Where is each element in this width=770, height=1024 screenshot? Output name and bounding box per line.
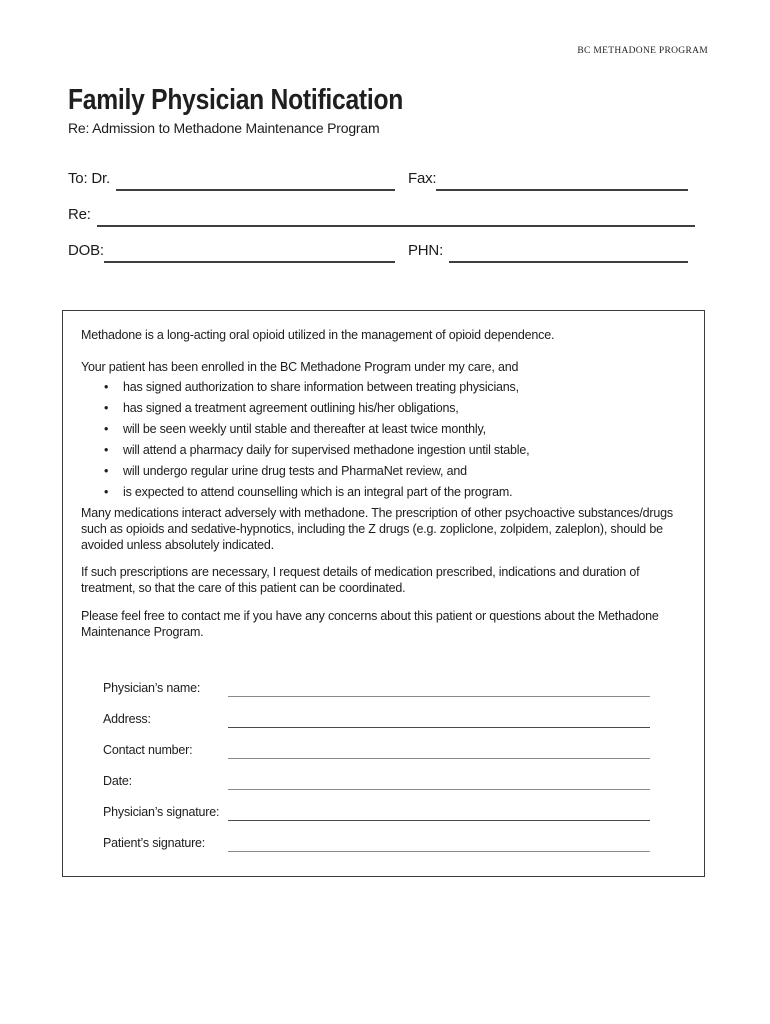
field-gap [395, 242, 408, 263]
bullet-icon: • [104, 464, 109, 478]
list-item [104, 484, 686, 500]
phn-label: PHN: [408, 242, 444, 259]
page-subtitle: Re: Admission to Methadone Maintenance Program [68, 120, 380, 136]
physicians-signature-label: Physician’s signature: [103, 805, 220, 819]
field-gap [395, 170, 408, 191]
program-header: BC METHADONE PROGRAM [577, 46, 708, 56]
bullet-icon: • [104, 485, 109, 499]
list-item-text: is expected to attend counselling which is an integral part of the program. [123, 485, 513, 499]
physicians-name-input[interactable] [228, 680, 650, 697]
list-item-text: has signed authorization to share information between treating physicians, [123, 380, 519, 394]
re-input[interactable] [97, 206, 695, 227]
notice-box [62, 310, 705, 877]
to-dr-label: To: Dr. [68, 170, 110, 187]
contact-number-label: Contact number: [103, 743, 193, 757]
notice-box-content [63, 327, 704, 852]
patients-signature-label: Patient’s signature: [103, 836, 206, 850]
date-row [103, 773, 650, 790]
address-input[interactable] [228, 711, 650, 728]
patients-signature-input[interactable] [228, 835, 650, 852]
to-dr-field [68, 170, 395, 191]
address-row [103, 711, 650, 728]
phn-input[interactable] [449, 242, 688, 263]
physicians-signature-row [103, 804, 650, 821]
physicians-name-row [103, 680, 650, 697]
physicians-name-label: Physician’s name: [103, 681, 201, 695]
recipient-row-dob-phn [68, 242, 688, 263]
contact-paragraph: Please feel free to contact me if you have any concerns about this patient or questions about the Methadone Maintenance Program. [81, 609, 659, 639]
phn-field [408, 242, 688, 263]
obligations-list [81, 379, 686, 500]
dob-field [68, 242, 395, 263]
contact-number-input[interactable] [228, 742, 650, 759]
page-title [68, 84, 462, 117]
list-item [104, 400, 686, 416]
page-title-text: Family Physician Notification [68, 84, 404, 116]
recipient-row-re [68, 206, 695, 227]
list-item [104, 379, 686, 395]
bullet-icon: • [104, 380, 109, 394]
contact-number-row [103, 742, 650, 759]
physicians-signature-input[interactable] [228, 804, 650, 821]
list-item [104, 421, 686, 437]
interactions-paragraph: Many medications interact adversely with methadone. The prescription of other psychoactive substances/drugs such as opioids and sedative-hypnotics, including the Z drugs (e.g. zopliclone, zolpidem, zaleplon), should be avoided unless absolutely indicated. [81, 506, 673, 552]
patients-signature-row [103, 835, 650, 852]
date-label: Date: [103, 774, 132, 788]
intro-paragraph: Methadone is a long-acting oral opioid utilized in the management of opioid dependence. [81, 328, 555, 342]
coordination-paragraph: If such prescriptions are necessary, I request details of medication prescribed, indications and duration of treatment, so that the care of this patient can be coordinated. [81, 565, 640, 595]
list-item [104, 463, 686, 479]
list-item-text: will undergo regular urine drug tests and PharmaNet review, and [123, 464, 467, 478]
recipient-row-to-fax [68, 170, 688, 191]
fax-label: Fax: [408, 170, 437, 187]
bullet-icon: • [104, 401, 109, 415]
signature-section [81, 680, 686, 852]
list-item-text: has signed a treatment agreement outlining his/her obligations, [123, 401, 459, 415]
bullet-icon: • [104, 422, 109, 436]
re-label: Re: [68, 206, 91, 223]
enrollment-lead-paragraph: Your patient has been enrolled in the BC Methadone Program under my care, and [81, 360, 519, 374]
dob-label: DOB: [68, 242, 104, 259]
list-item [104, 442, 686, 458]
list-item-text: will be seen weekly until stable and thereafter at least twice monthly, [123, 422, 486, 436]
date-input[interactable] [228, 773, 650, 790]
fax-input[interactable] [436, 170, 688, 191]
to-dr-input[interactable] [116, 170, 395, 191]
dob-input[interactable] [104, 242, 395, 263]
bullet-icon: • [104, 443, 109, 457]
fax-field [408, 170, 688, 191]
address-label: Address: [103, 712, 151, 726]
list-item-text: will attend a pharmacy daily for supervised methadone ingestion until stable, [123, 443, 530, 457]
